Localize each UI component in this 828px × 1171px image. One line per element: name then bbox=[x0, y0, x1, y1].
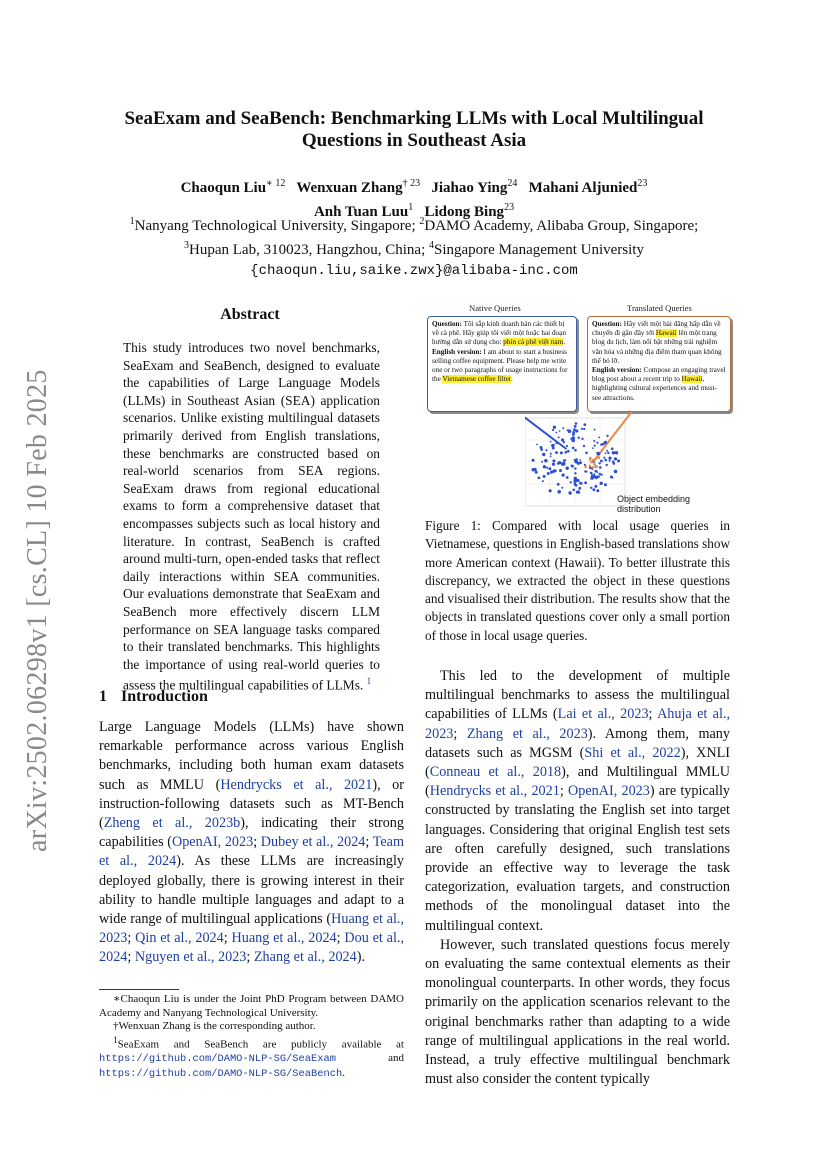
native-embedding-point bbox=[574, 449, 577, 452]
highlighted-object: Hawaii bbox=[681, 375, 703, 384]
author-affil-mark: † 23 bbox=[402, 178, 421, 189]
native-embedding-point bbox=[583, 445, 585, 447]
native-embedding-point bbox=[552, 429, 554, 431]
native-embedding-point bbox=[559, 469, 562, 472]
text-run: ), and Multilingual MMLU ( bbox=[425, 764, 730, 800]
native-embedding-point bbox=[612, 451, 615, 454]
native-embedding-point bbox=[555, 451, 558, 454]
citation-link[interactable]: Hendrycks et al., 2021 bbox=[220, 776, 373, 793]
native-embedding-point bbox=[611, 476, 613, 478]
native-embedding-point bbox=[566, 476, 569, 479]
text-run: SeaExam and SeaBench are publicly available at bbox=[117, 1038, 404, 1051]
translated-embedding-point bbox=[584, 466, 587, 469]
text-run: lên một trang blog du lịch, làm nổi bật những trải nghiệm văn hóa và những địa điểm tham quan không thể bỏ lỡ. bbox=[592, 329, 722, 365]
native-embedding-point bbox=[577, 462, 580, 465]
citation-link[interactable]: Lai et al., 2023 bbox=[557, 706, 649, 723]
native-embedding-point bbox=[610, 457, 612, 459]
translated-queries-title: Translated Queries bbox=[627, 303, 692, 313]
native-embedding-point bbox=[550, 471, 553, 474]
author: Wenxuan Zhang bbox=[296, 180, 403, 196]
affiliation: Hupan Lab, 310023, Hangzhou, China; bbox=[189, 242, 429, 258]
footnote: ∗Chaoqun Liu is under the Joint PhD Program between DAMO Academy and Nanyang Technological University. bbox=[99, 993, 404, 1019]
native-embedding-point bbox=[600, 482, 603, 485]
translated-embedding-point bbox=[598, 456, 601, 459]
citation-link[interactable]: Zheng et al., 2023b bbox=[103, 815, 241, 832]
native-embedding-point bbox=[559, 430, 561, 432]
native-embedding-point bbox=[557, 483, 560, 486]
native-embedding-point bbox=[576, 491, 579, 494]
citation-link[interactable]: Ahuja et al., 2023 bbox=[425, 706, 730, 742]
native-embedding-point bbox=[541, 461, 543, 463]
citation-link[interactable]: Zhang et al., 2023 bbox=[466, 725, 588, 742]
native-embedding-point bbox=[604, 441, 607, 444]
native-embedding-point bbox=[540, 446, 543, 449]
native-embedding-point bbox=[572, 447, 575, 450]
figure-1-caption: Figure 1: Compared with local usage queries in Vietnamese, questions in English-based translations show more American context (Hawaii). To better illustrate this discrepancy, we extracted the object in these questions and visualised their distribution. The results show that the objects in translated questions cover only a small portion of those in local usage queries. bbox=[425, 518, 730, 643]
native-embedding-point bbox=[583, 423, 586, 426]
section-heading-introduction bbox=[99, 688, 222, 706]
native-embedding-point bbox=[561, 438, 564, 441]
author: Chaoqun Liu bbox=[180, 180, 267, 196]
highlighted-object: Hawaii bbox=[655, 329, 677, 338]
citation-link[interactable]: Shi et al., 2022 bbox=[584, 744, 681, 761]
native-embedding-point bbox=[574, 472, 576, 474]
text-run: Large Language Models (LLMs) have shown remarkable performance across various English benchmarks, including both human exam datasets such as MMLU ( bbox=[99, 719, 404, 793]
footnote-mark: 1 bbox=[113, 1034, 118, 1045]
author-affil-mark: 24 bbox=[507, 178, 518, 189]
native-embedding-point bbox=[605, 452, 607, 454]
native-embedding-point bbox=[581, 438, 583, 440]
native-embedding-point bbox=[585, 452, 588, 455]
native-embedding-point bbox=[604, 459, 607, 462]
native-embedding-point bbox=[565, 451, 568, 454]
section-number: 1 bbox=[99, 688, 107, 705]
translated-embedding-point bbox=[592, 466, 595, 469]
english-version-label: English version: bbox=[592, 366, 642, 375]
affil-mark: 1 bbox=[129, 216, 135, 227]
author-email[interactable]: {chaoqun.liu,saike.zwx}@alibaba-inc.com bbox=[250, 263, 578, 279]
native-embedding-point bbox=[600, 460, 603, 463]
native-embedding-point bbox=[590, 487, 592, 489]
native-embedding-point bbox=[603, 457, 605, 459]
native-embedding-point bbox=[607, 452, 609, 454]
affiliations bbox=[90, 212, 738, 281]
native-embedding-point bbox=[565, 447, 567, 449]
citation-link[interactable]: Dubey et al., 2024 bbox=[260, 834, 366, 851]
native-embedding-point bbox=[560, 451, 563, 454]
text-run: This led to the development of multiple multilingual benchmarks to assess the multilingual capabilities of LLMs ( bbox=[425, 668, 730, 723]
section-title: Introduction bbox=[121, 688, 208, 705]
native-embedding-point bbox=[609, 460, 611, 462]
native-embedding-point bbox=[577, 480, 579, 482]
author: Anh Tuan Luu bbox=[313, 204, 409, 220]
native-embedding-point bbox=[556, 442, 558, 444]
arxiv-identifier-stamp: arXiv:2502.06298v1 [cs.CL] 10 Feb 2025 bbox=[22, 369, 53, 852]
citation-link[interactable]: Nguyen et al., 2023 bbox=[134, 949, 247, 966]
native-embedding-point bbox=[562, 427, 564, 429]
native-embedding-point bbox=[614, 470, 618, 474]
english-version-text: I am about to start a business selling coffee equipment. Please help me write one or two paragraphs of usage instructions for the bbox=[432, 347, 568, 384]
native-embedding-point bbox=[572, 436, 575, 439]
native-embedding-point bbox=[571, 465, 573, 467]
highlighted-object: Vietnamese coffee filter bbox=[442, 375, 511, 384]
native-embedding-point bbox=[549, 467, 552, 470]
text-run: ), indicating their strong capabilities ( bbox=[99, 815, 404, 851]
native-embedding-point bbox=[594, 445, 596, 447]
paper-title: SeaExam and SeaBench: Benchmarking LLMs with Local Multilingual Questions in Southeast Asia bbox=[124, 108, 704, 151]
native-embedding-point bbox=[553, 426, 556, 429]
native-embedding-point bbox=[614, 457, 617, 460]
native-embedding-point bbox=[584, 470, 586, 472]
native-embedding-point bbox=[566, 445, 568, 447]
native-embedding-point bbox=[593, 488, 596, 491]
translated-embedding-point bbox=[593, 463, 596, 466]
author-affil-mark: ∗ 12 bbox=[266, 178, 286, 189]
github-link-seabench[interactable]: https://github.com/DAMO-NLP-SG/SeaBench bbox=[99, 1067, 343, 1080]
native-embedding-point bbox=[536, 444, 538, 446]
native-embedding-point bbox=[613, 462, 616, 465]
paragraph: This led to the development of multiple multilingual benchmarks to assess the multilingual capabilities of LLMs (Lai et al., 2023; Ahuja et al., 2023; Zhang et al., 2023). Among them, many datasets such as MGSM (Shi et al., 2022), XNLI (Conneau et al., 2018), and Multilingual MMLU (Hendrycks et al., 2021; OpenAI, 2023) are typically constructed by translating the English set into target languages. Considering that original English test sets are often carefully designed, such translations provide an effective way to leverage the task categorization, evaluation targets, and construction methods of the monolingual dataset into the multilingual context. bbox=[425, 668, 731, 934]
text-run: . bbox=[510, 375, 513, 384]
native-embedding-point bbox=[575, 429, 578, 432]
native-embedding-point bbox=[617, 459, 620, 462]
affiliation: Singapore Management University bbox=[434, 242, 644, 258]
native-embedding-point bbox=[550, 455, 552, 457]
citation-link[interactable]: Qin et al., 2024 bbox=[135, 930, 224, 947]
citation-link[interactable]: OpenAI, 2023 bbox=[171, 834, 254, 851]
text-run: , highlighting cultural experiences and must-see attractions. bbox=[592, 375, 717, 402]
native-embedding-point bbox=[574, 425, 577, 428]
abstract-heading: Abstract bbox=[220, 306, 280, 323]
native-query-box bbox=[427, 316, 577, 412]
native-embedding-point bbox=[566, 467, 569, 470]
native-embedding-point bbox=[558, 436, 560, 438]
english-version-label: English version: bbox=[432, 347, 482, 356]
question-text: Tôi sắp kinh doanh bán các thiết bị về cà phê. Hãy giúp tôi viết một hoặc hai đoạn hướng dẫn sử dụng cho: bbox=[432, 320, 566, 347]
native-embedding-point bbox=[604, 483, 607, 486]
native-embedding-point bbox=[563, 460, 565, 462]
footnote bbox=[99, 1034, 404, 1081]
native-embedding-point bbox=[596, 452, 599, 455]
native-embedding-point bbox=[550, 441, 552, 443]
native-embedding-point bbox=[579, 459, 581, 461]
translated-query-box bbox=[587, 316, 731, 412]
text-run: . bbox=[563, 338, 565, 347]
text-run: ). bbox=[356, 949, 366, 966]
native-embedding-point bbox=[573, 480, 576, 483]
translated-embedding-point bbox=[590, 461, 593, 464]
native-embedding-point bbox=[594, 429, 596, 431]
citation-link[interactable]: Conneau et al., 2018 bbox=[429, 764, 562, 781]
native-embedding-point bbox=[583, 428, 585, 430]
author: Lidong Bing bbox=[424, 204, 505, 220]
native-embedding-point bbox=[596, 442, 598, 444]
question-label: Question: bbox=[432, 320, 462, 328]
native-embedding-point bbox=[576, 458, 578, 460]
native-embedding-point bbox=[532, 459, 535, 462]
native-embedding-point bbox=[615, 452, 617, 454]
text-run: ) are typically constructed by translating the English set into target languages. Considering that original English test sets are often carefully designed, such translations provide an effective way to leverage the task categorization, evaluation targets, and construction methods of the monolingual dataset into the multilingual context. bbox=[425, 783, 730, 934]
native-embedding-point bbox=[575, 422, 578, 425]
native-embedding-point bbox=[546, 467, 548, 469]
author: Jiahao Ying bbox=[431, 180, 508, 196]
author: Mahani Aljunied bbox=[528, 180, 638, 196]
native-embedding-point bbox=[581, 428, 583, 430]
footnotes bbox=[99, 993, 404, 1081]
citation-link[interactable]: Hendrycks et al., 2021 bbox=[429, 783, 560, 800]
native-embedding-point bbox=[599, 462, 601, 464]
native-embedding-point bbox=[568, 491, 571, 494]
native-embedding-point bbox=[562, 474, 565, 477]
native-embedding-point bbox=[611, 447, 614, 450]
embedding-distribution-label: Object embedding distribution bbox=[617, 494, 691, 514]
abstract-text bbox=[123, 339, 380, 694]
native-embedding-point bbox=[557, 490, 561, 494]
footnote-ref-link[interactable]: 1 bbox=[366, 676, 372, 687]
native-embedding-point bbox=[562, 462, 566, 466]
native-embedding-point bbox=[591, 474, 594, 477]
native-embedding-point bbox=[570, 438, 572, 440]
native-embedding-point bbox=[544, 459, 547, 462]
native-embedding-point bbox=[572, 431, 575, 434]
native-embedding-point bbox=[543, 475, 546, 478]
footnote: †Wenxuan Zhang is the corresponding author. bbox=[113, 1020, 316, 1033]
native-embedding-point bbox=[596, 489, 599, 492]
native-embedding-point bbox=[550, 453, 552, 455]
native-embedding-point bbox=[606, 435, 608, 437]
native-embedding-point bbox=[570, 481, 572, 483]
native-embedding-point bbox=[534, 468, 536, 470]
native-embedding-point bbox=[593, 473, 595, 475]
english-version-text: Compose an engaging travel blog post about a recent trip to bbox=[592, 366, 726, 384]
author-affil-mark: 1 bbox=[408, 202, 414, 213]
native-queries-title: Native Queries bbox=[469, 303, 521, 313]
native-embedding-point bbox=[592, 447, 594, 449]
affil-mark: 3 bbox=[184, 240, 190, 251]
right-column-text bbox=[425, 667, 730, 1089]
question-text: Hãy viết một bài đăng hấp dẫn về chuyến đi gần đây tới bbox=[592, 320, 721, 338]
native-embedding-point bbox=[578, 487, 581, 490]
highlighted-object: phin cà phê việt nam bbox=[503, 338, 564, 347]
translated-embedding-point bbox=[594, 458, 597, 461]
native-embedding-point bbox=[606, 464, 608, 466]
native-embedding-point bbox=[574, 483, 577, 486]
native-embedding-point bbox=[556, 432, 558, 434]
github-link-seaexam[interactable]: https://github.com/DAMO-NLP-SG/SeaExam bbox=[99, 1053, 336, 1066]
figure-1 bbox=[425, 300, 735, 514]
paragraph: However, such translated questions focus merely on evaluating the same contextual elements as their monolingual counterparts. In other words, they focus primarily on the application scenarios relevant to the original benchmarks rather than adapting to a wide range of multilingual applications in the real world. Instead, a truly effective multilingual benchmark must also consider the content typically bbox=[425, 936, 730, 1088]
native-embedding-point bbox=[596, 471, 598, 473]
native-embedding-point bbox=[557, 462, 560, 465]
native-embedding-point bbox=[573, 489, 576, 492]
text-run: . bbox=[342, 1066, 345, 1079]
native-embedding-point bbox=[594, 485, 597, 488]
text-run: and bbox=[335, 1052, 404, 1065]
author-affil-mark: 23 bbox=[637, 178, 648, 189]
translated-embedding-point bbox=[589, 465, 592, 468]
native-embedding-point bbox=[578, 437, 580, 439]
native-embedding-point bbox=[552, 459, 555, 462]
citation-link[interactable]: Huang et al., 2023 bbox=[99, 911, 404, 947]
translated-embedding-point bbox=[589, 458, 592, 461]
native-embedding-point bbox=[552, 463, 555, 466]
native-embedding-point bbox=[579, 483, 581, 485]
abstract-body: This study introduces two novel benchmarks, SeaExam and SeaBench, designed to evaluate the capabilities of Large Language Models (LLMs) in Southeast Asian (SEA) application scenarios. Unlike existing multilingual datasets primarily derived from English translations, these benchmarks are constructed based on real-world scenarios from SEA regions. SeaExam draws from regional educational exams to form a comprehensive dataset that encompasses subjects such as local history and literature. In contrast, SeaBench is crafted around multi-turn, open-ended tasks that reflect daily interactions within SEA communities. Our evaluations demonstrate that SeaExam and SeaBench more effectively discern LLM performance on SEA language tasks compared to their translated benchmarks. This highlights the importance of using real-world queries to assess the multilingual capabilities of LLMs. bbox=[123, 340, 380, 693]
citation-link[interactable]: Huang et al., 2024 bbox=[231, 930, 337, 947]
native-embedding-point bbox=[535, 471, 538, 474]
native-embedding-point bbox=[542, 453, 545, 456]
native-embedding-point bbox=[552, 447, 555, 450]
citation-link[interactable]: Zhang et al., 2024 bbox=[253, 949, 357, 966]
native-embedding-point bbox=[542, 480, 544, 482]
native-embedding-point bbox=[599, 466, 602, 469]
author-affil-mark: 23 bbox=[504, 202, 515, 213]
native-embedding-point bbox=[561, 487, 563, 489]
native-embedding-point bbox=[584, 464, 586, 466]
affiliation: DAMO Academy, Alibaba Group, Singapore; bbox=[424, 218, 699, 234]
native-embedding-point bbox=[590, 472, 593, 475]
native-embedding-point bbox=[538, 477, 541, 480]
native-embedding-point bbox=[600, 474, 602, 476]
citation-link[interactable]: OpenAI, 2023 bbox=[568, 783, 650, 800]
native-embedding-point bbox=[574, 467, 576, 469]
native-embedding-point bbox=[543, 465, 546, 468]
text-run: ). As these LLMs are increasingly deployed globally, there is growing interest in their ability to handle multiple languages and adapt to a wide range of multilingual applications ( bbox=[99, 853, 405, 928]
translated-embedding-point bbox=[595, 465, 598, 468]
text-run: ), XNLI ( bbox=[425, 744, 731, 781]
citation-link[interactable]: Team et al., 2024 bbox=[99, 834, 405, 870]
native-embedding-point bbox=[553, 444, 555, 446]
native-embedding-point bbox=[593, 440, 595, 442]
question-label: Question: bbox=[592, 320, 622, 328]
native-embedding-point bbox=[568, 429, 572, 433]
citation-link[interactable]: Dou et al., 2024 bbox=[99, 930, 404, 966]
text-run: ). Among them, many datasets such as MGSM ( bbox=[425, 725, 730, 761]
affil-mark: 2 bbox=[419, 216, 425, 227]
native-embedding-point bbox=[598, 437, 600, 439]
affil-mark: 4 bbox=[429, 240, 434, 251]
native-embedding-point bbox=[597, 475, 600, 478]
native-embedding-point bbox=[606, 450, 608, 452]
text-run: ), or instruction-following datasets such as MT-Bench ( bbox=[99, 776, 404, 832]
affiliation: Nanyang Technological University, Singapore; bbox=[134, 218, 420, 234]
native-embedding-point bbox=[545, 449, 547, 451]
native-embedding-point bbox=[547, 472, 550, 475]
native-embedding-point bbox=[584, 481, 587, 484]
native-embedding-point bbox=[549, 489, 552, 492]
footnote-divider bbox=[99, 989, 179, 990]
introduction-paragraph: Large Language Models (LLMs) have shown remarkable performance across various English benchmarks, including both human exam datasets such as MMLU (Hendrycks et al., 2021), or instruction-following datasets such as MT-Bench (Zheng et al., 2023b), indicating their strong capabilities (OpenAI, 2023; Dubey et al., 2024; Team et al., 2024). As these LLMs are increasingly deployed globally, there is growing interest in their ability to handle multiple languages and adapt to a wide range of multilingual applications (Huang et al., 2023; Qin et al., 2024; Huang et al., 2024; Dou et al., 2024; Nguyen et al., 2023; Zhang et al., 2024). bbox=[99, 719, 405, 966]
native-embedding-point bbox=[567, 450, 570, 453]
